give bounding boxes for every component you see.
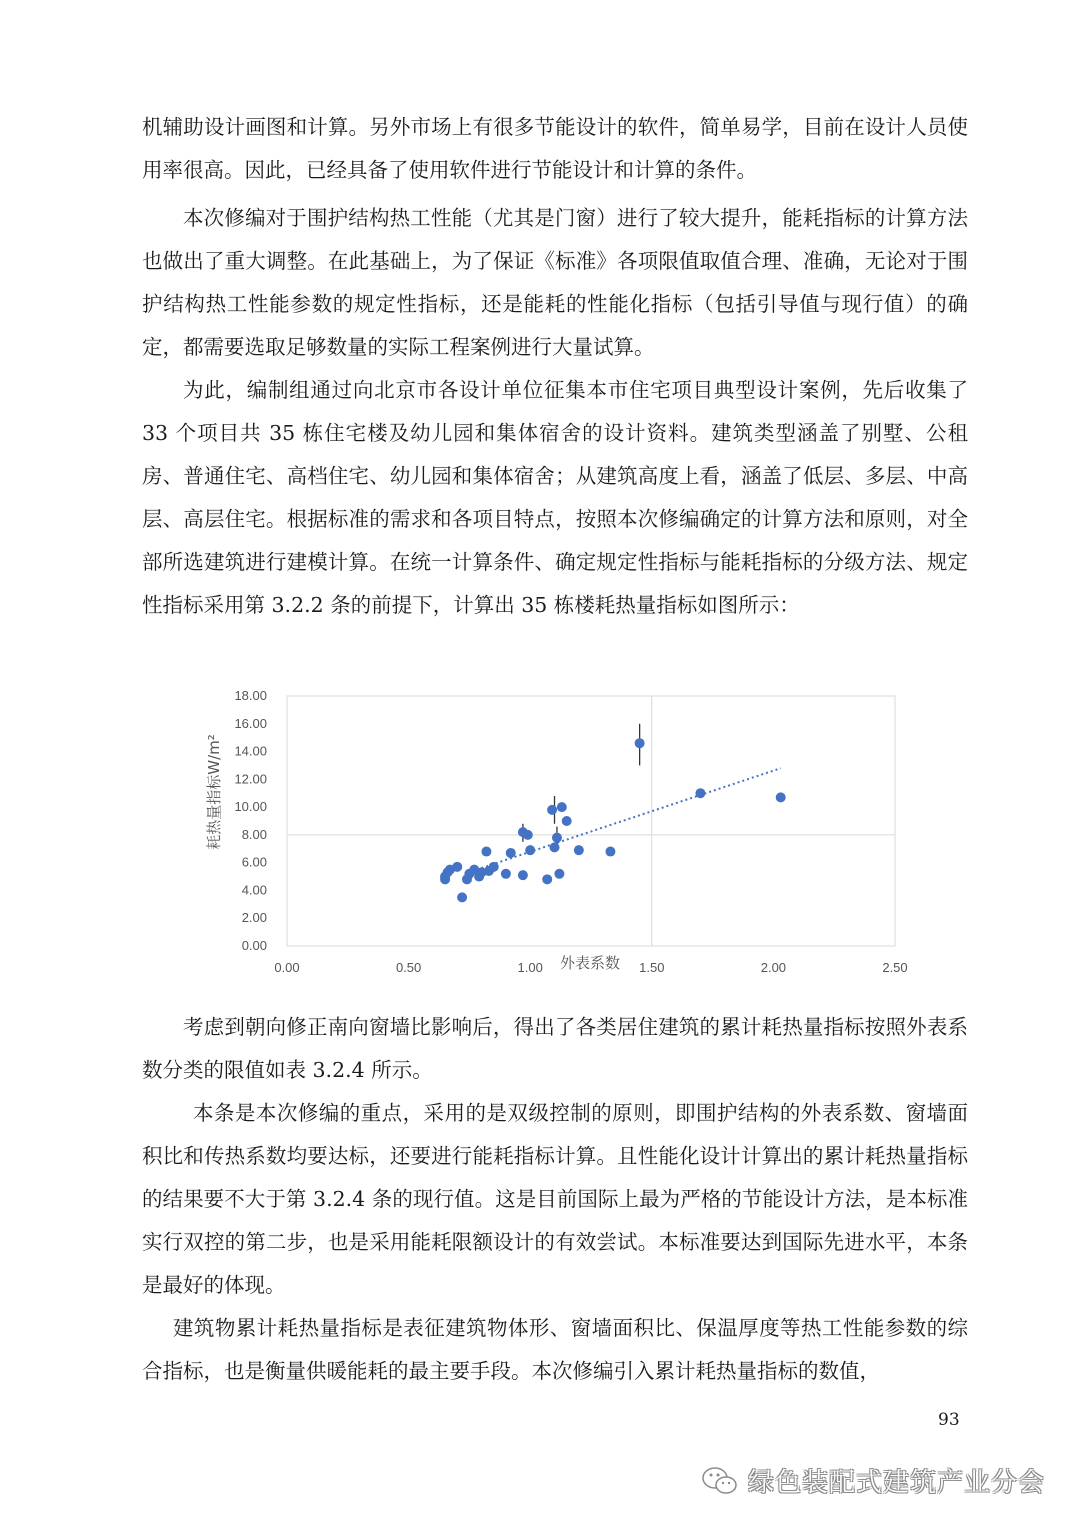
body-text [142, 106, 968, 627]
data-point-26 [562, 816, 572, 826]
data-point-28 [605, 847, 615, 857]
data-point-4 [452, 862, 462, 872]
data-point-18 [523, 830, 533, 840]
y-tick-label-1: 2.00 [241, 910, 267, 926]
y-tick-label-3: 6.00 [241, 854, 267, 870]
data-point-19 [525, 845, 535, 855]
x-tick-label-3: 1.50 [639, 960, 665, 975]
data-point-17 [518, 870, 528, 880]
data-point-22 [550, 842, 560, 852]
paragraph-4: 考虑到朝向修正南向窗墙比影响后，得出了各类居住建筑的累计耗热量指标按照外表系数分类的限值如表 3.2.4 所示。 [142, 1015, 968, 1082]
data-point-11 [481, 847, 491, 857]
data-point-29 [635, 738, 645, 748]
data-point-25 [557, 802, 567, 812]
data-point-23 [552, 833, 562, 843]
y-axis-title: 耗热量指标W/m² [205, 734, 223, 850]
watermark-text: 绿色装配式建筑产业分会 [748, 1468, 1046, 1498]
data-point-31 [776, 792, 786, 802]
y-tick-label-8: 16.00 [234, 715, 267, 731]
y-tick-label-7: 14.00 [234, 743, 267, 759]
y-tick-label-2: 4.00 [241, 882, 267, 898]
paragraph-1: 机辅助设计画图和计算。另外市场上有很多节能设计的软件，简单易学，目前在设计人员使用率很高。因此，已经具备了使用软件进行节能设计和计算的条件。 [142, 115, 968, 182]
data-point-13 [489, 862, 499, 872]
x-tick-label-0: 0.00 [274, 960, 300, 975]
y-tick-label-9: 18.00 [234, 688, 267, 703]
plot-area [287, 696, 895, 946]
data-point-15 [506, 848, 516, 858]
x-tick-label-5: 2.50 [882, 960, 908, 975]
wechat-icon [700, 1464, 740, 1498]
data-point-21 [547, 805, 557, 815]
data-point-24 [554, 869, 564, 879]
x-tick-label-2: 1.00 [517, 960, 543, 975]
y-tick-label-6: 12.00 [234, 771, 267, 787]
x-tick-label-4: 2.00 [760, 960, 787, 975]
paragraph-2: 本次修编对于围护结构热工性能（尤其是门窗）进行了较大提升，能耗指标的计算方法也做出了重大调整。在此基础上，为了保证《标准》各项限值取值合理、准确，无论对于围护结构热工性能参数的规定性指标，还是能耗的性能化指标（包括引导值与现行值）的确定，都需要选取足够数量的实际工程案例进行大量试算。 [142, 206, 968, 359]
page-number: 93 [938, 1410, 960, 1430]
y-tick-label-5: 10.00 [234, 799, 267, 815]
data-point-5 [457, 892, 467, 902]
chart-svg [195, 670, 915, 990]
watermark [700, 1462, 1045, 1499]
data-point-27 [574, 845, 584, 855]
y-tick-label-4: 8.00 [241, 826, 267, 842]
data-point-30 [695, 788, 705, 798]
data-point-14 [501, 869, 511, 879]
paragraph-3: 为此，编制组通过向北京市各设计单位征集本市住宅项目典型设计案例，先后收集了 33 个项目共 35 栋住宅楼及幼儿园和集体宿舍的设计资料。建筑类型涵盖了别墅、公租房、普通住宅、高档住宅、幼儿园和集体宿舍；从建筑高度上看，涵盖了低层、多层、中高层、高层住宅。根据标准的需求和各项目特点，按照本次修编确定的计算方法和原则，对全部所选建筑进行建模计算。在统一计算条件、确定规定性指标与能耗指标的分级方法、规定性指标采用第 3.2.2 条的前提下，计算出 35 栋楼耗热量指标如图所示： [142, 378, 968, 617]
paragraph-6: 建筑物累计耗热量指标是表征建筑物体形、窗墙面积比、保温厚度等热工性能参数的综合指标，也是衡量供暖能耗的最主要手段。本次修编引入累计耗热量指标的数值， [142, 1316, 968, 1383]
paragraph-5: 本条是本次修编的重点，采用的是双级控制的原则，即围护结构的外表系数、窗墙面积比和传热系数均要达标，还要进行能耗指标计算。且性能化设计计算出的累计耗热量指标的结果要不大于第 3.2.4 条的现行值。这是目前国际上最为严格的节能设计方法，是本标准实行双控的第二步，也是采用能耗限额设计的有效尝试。本标准要达到国际先进水平，本条是最好的体现。 [142, 1101, 968, 1297]
x-axis-title: 外表系数 [559, 954, 621, 972]
data-point-20 [542, 874, 552, 884]
body-text-2 [142, 1006, 968, 1393]
x-tick-label-1: 0.50 [395, 960, 422, 975]
y-tick-label-0: 0.00 [241, 938, 267, 953]
scatter-chart [195, 670, 915, 990]
